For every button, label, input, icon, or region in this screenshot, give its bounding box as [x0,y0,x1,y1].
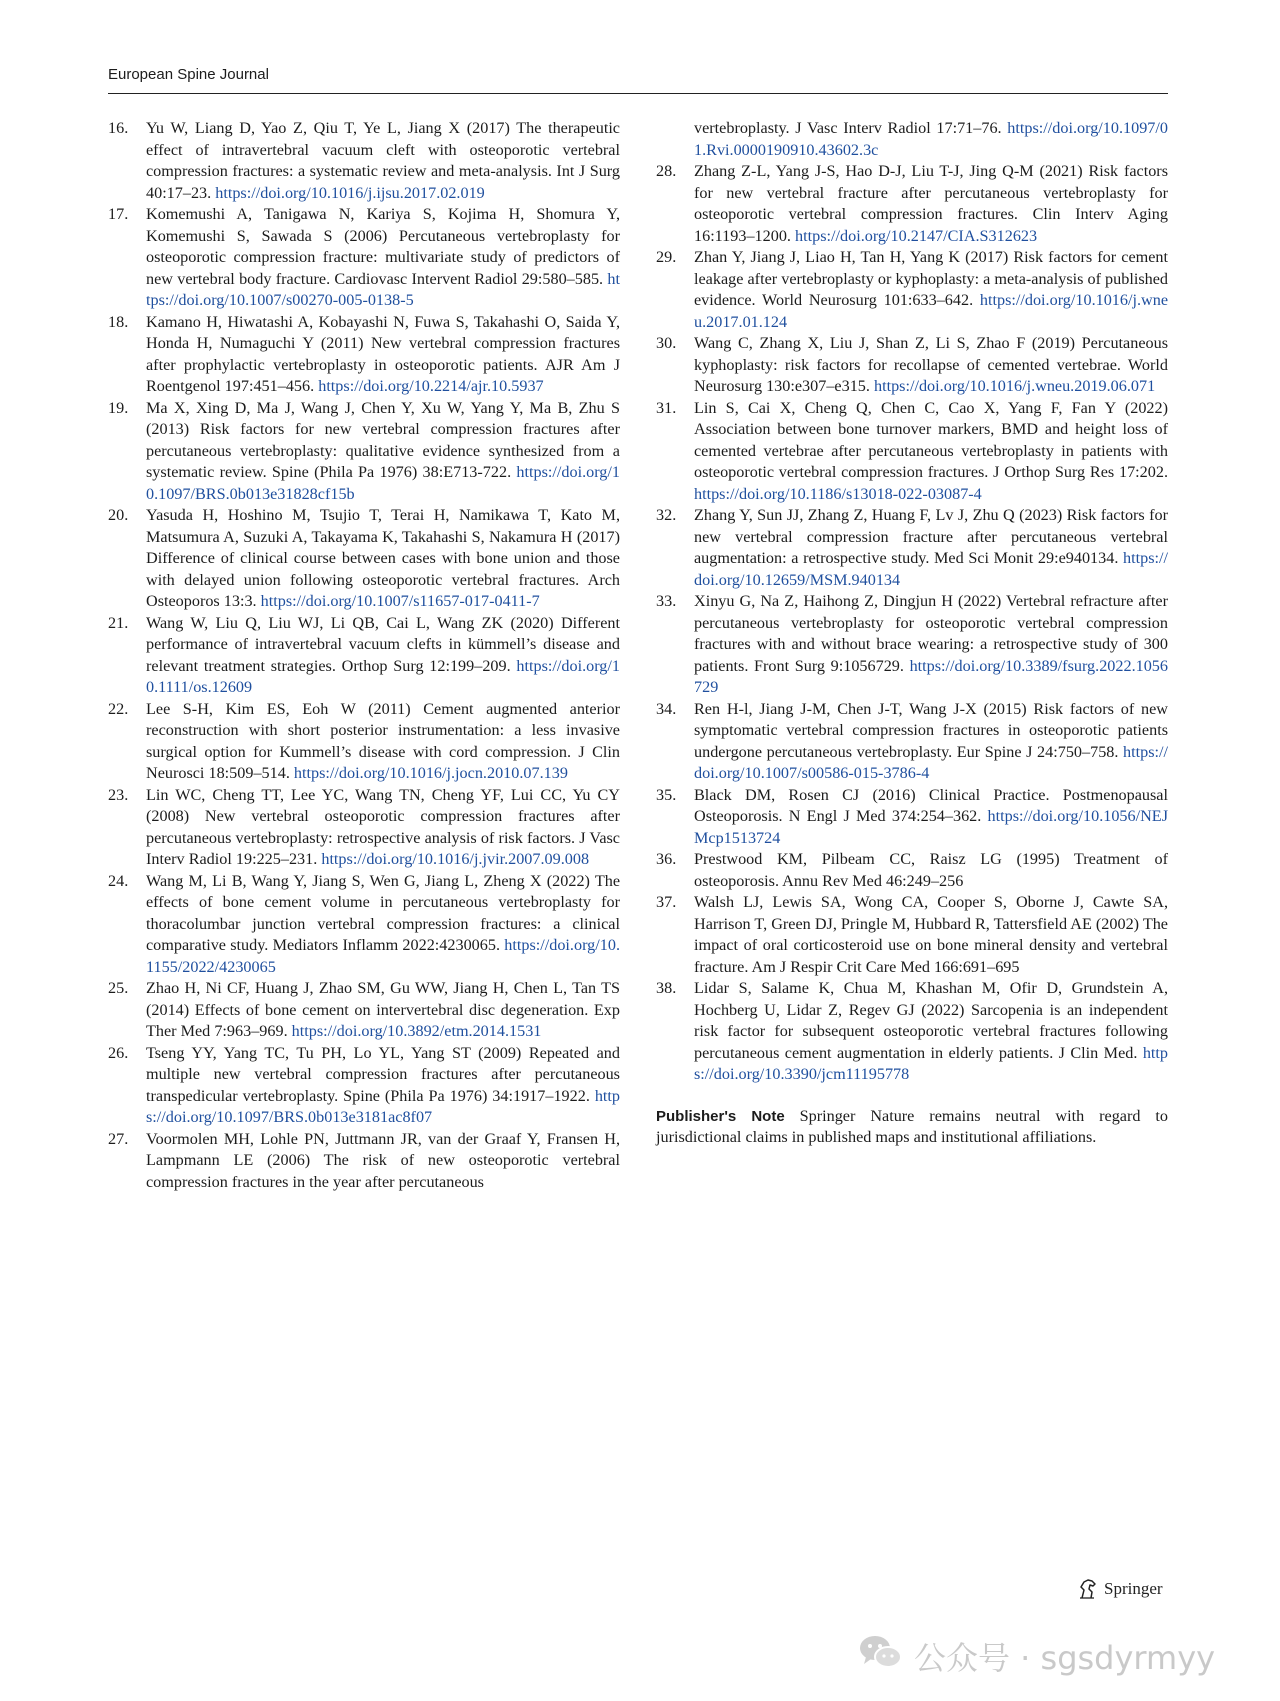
reference-doi-link[interactable]: https://doi.org/10.3892/etm.2014.1531 [291,1022,542,1040]
reference-doi-link[interactable]: https://doi.org/10.2147/CIA.S312623 [795,226,1038,245]
reference-doi-link[interactable]: https://doi.org/10.1111/os.12609 [146,656,620,696]
springer-horse-icon [1078,1578,1098,1600]
reference-text: Wang M, Li B, Wang Y, Jiang S, Wen G, Jiang L, Zheng X (2022) The effects of bone cement volume in percutaneous vertebroplasty for thoracolumbar junction vertebral compression fractures: a clinical comparative study. Mediators Inflamm 2022:4230065. [146,871,620,954]
reference-item [108,978,620,1043]
reference-text: Kamano H, Hiwatashi A, Kobayashi N, Fuwa S, Takahashi O, Saida Y, Honda H, Numaguchi Y (2011) New vertebral compression fractures after prophylactic vertebroplasty in osteoporotic patients. AJR Am J Roentgenol 197:451–456. [146,312,620,395]
reference-text: Yasuda H, Hoshino M, Tsujio T, Terai H, Namikawa T, Kato M, Matsumura A, Suzuki A, Takayama K, Takahashi S, Nakamura H (2017) Difference of clinical course between cases with bone union and those with delayed union following osteoporotic vertebral fractures. Arch Osteoporos 13:3. [146,506,620,610]
reference-item [108,204,620,312]
reference-item [108,398,620,506]
reference-item-continued [656,118,1168,161]
reference-text: Yu W, Liang D, Yao Z, Qiu T, Ye L, Jiang X (2017) The therapeutic effect of intravertebral vacuum cleft with osteoporotic vertebral compression fractures: a systematic review and meta-analysis. Int J Surg 40:17–23. [146,119,620,202]
reference-text: Zhang Y, Sun JJ, Zhang Z, Huang F, Lv J, Zhu Q (2023) Risk factors for new vertebral compression fracture after percutaneous vertebral augmentation: a retrospective study. Med Sci Monit 29:e940134. [694,506,1168,567]
reference-number: 22. [108,699,129,718]
reference-doi-link[interactable]: https://doi.org/10.3389/fsurg.2022.1056729 [694,656,1168,696]
reference-number: 19. [108,398,129,417]
reference-number: 26. [108,1043,129,1062]
reference-number: 36. [656,850,677,868]
reference-number: 20. [108,506,129,524]
reference-doi-link[interactable]: https://doi.org/10.3390/jcm11195778 [694,1043,1168,1083]
reference-item [656,699,1168,785]
reference-doi-link[interactable]: https://doi.org/10.1056/NEJMcp1513724 [694,807,1168,847]
reference-text: Ren H-l, Jiang J-M, Chen J-T, Wang J-X (2015) Risk factors of new symptomatic vertebral compression fractures in osteoporotic patients undergone percutaneous vertebroplasty. Eur Spine J 24:750–758. [694,699,1168,761]
reference-number: 34. [656,699,677,718]
reference-item [108,118,620,204]
reference-number: 18. [108,312,129,331]
reference-number: 30. [656,334,677,352]
reference-number: 35. [656,785,677,804]
reference-item [108,1129,620,1194]
reference-text: Ma X, Xing D, Ma J, Wang J, Chen Y, Xu W, Yang Y, Ma B, Zhu S (2013) Risk factors for new vertebral compression fractures after percutaneous vertebroplasty: qualitative evidence synthesized from a systematic review. Spine (Phila Pa 1976) 38:E713-722. [146,398,620,481]
reference-text: Wang C, Zhang X, Liu J, Shan Z, Li S, Zhao F (2019) Percutaneous kyphoplasty: risk factors for recollapse of cemented vertebrae. World Neurosurg 130:e307–e315. [694,334,1168,395]
reference-number: 16. [108,119,129,137]
publisher-note-label: Publisher's Note [656,1107,785,1125]
reference-item [656,892,1168,978]
reference-item [108,1043,620,1129]
reference-text: Lee S-H, Kim ES, Eoh W (2011) Cement augmented anterior reconstruction with short posterior instrumentation: a less invasive surgical option for Kummell’s disease with cord compression. J Clin Neurosci 18:509–514. [146,699,620,782]
reference-number: 24. [108,871,129,890]
reference-text: Zhang Z-L, Yang J-S, Hao D-J, Liu T-J, Jing Q-M (2021) Risk factors for new vertebral fracture after percutaneous vertebroplasty for osteoporotic vertebral compression fractures. Clin Interv Aging 16:1193–1200. [694,162,1168,245]
references-left-column [108,118,620,1193]
reference-number: 31. [656,398,677,417]
reference-item [108,613,620,699]
reference-doi-link[interactable]: https://doi.org/10.1016/j.wneu.2017.01.124 [694,291,1168,331]
reference-number: 29. [656,248,677,266]
reference-number: 32. [656,506,677,524]
reference-number: 25. [108,979,129,997]
publisher-note [656,1106,1168,1149]
reference-text: Xinyu G, Na Z, Haihong Z, Dingjun H (2022) Vertebral refracture after percutaneous vertebroplasty for osteoporotic vertebral compression fractures with and without brace wearing: a retrospective study of 300 patients. Front Surg 9:1056729. [694,592,1168,675]
reference-number: 28. [656,162,677,180]
reference-item [656,333,1168,398]
reference-item [656,161,1168,247]
reference-text: Lin S, Cai X, Cheng Q, Chen C, Cao X, Yang F, Fan Y (2022) Association between bone turnover markers, BMD and height loss of cemented vertebrae after percutaneous vertebroplasty in patients with osteoporotic vertebral compression fractures. J Orthop Surg Res 17:202. [694,398,1168,481]
springer-logo [1078,1578,1163,1600]
publisher-note-text: Springer Nature remains neutral with regard to jurisdictional claims in published maps and institutional affiliations. [656,1106,1168,1146]
reference-item [656,978,1168,1086]
reference-doi-link[interactable]: https://doi.org/10.1007/s11657-017-0411-7 [260,592,540,610]
reference-item [108,785,620,871]
reference-number: 21. [108,613,129,632]
references-right-column [656,118,1168,1149]
reference-doi-link[interactable]: https://doi.org/10.1016/j.ijsu.2017.02.019 [215,183,485,202]
reference-doi-link[interactable]: https://doi.org/10.1155/2022/4230065 [146,936,620,976]
reference-number: 37. [656,893,677,911]
reference-number: 33. [656,592,677,610]
reference-item [656,785,1168,850]
reference-text: Zhao H, Ni CF, Huang J, Zhao SM, Gu WW, Jiang H, Chen L, Tan TS (2014) Effects of bone cement on intervertebral disc degeneration. Exp Ther Med 7:963–969. [146,979,620,1040]
reference-item [656,591,1168,699]
reference-doi-link[interactable]: https://doi.org/10.1097/BRS.0b013e31828cf15b [146,463,620,503]
reference-item [108,871,620,979]
springer-logo-text: Springer [1104,1579,1163,1598]
reference-item [656,505,1168,591]
reference-item [108,312,620,398]
reference-text: Black DM, Rosen CJ (2016) Clinical Practice. Postmenopausal Osteoporosis. N Engl J Med 374:254–362. [694,785,1168,825]
reference-text: Wang W, Liu Q, Liu WJ, Li QB, Cai L, Wang ZK (2020) Different performance of intravertebral vacuum clefts in kümmell’s disease and relevant treatment strategies. Orthop Surg 12:199–209. [146,613,620,675]
reference-text: Komemushi A, Tanigawa N, Kariya S, Kojima H, Shomura Y, Komemushi S, Sawada S (2006) Percutaneous vertebroplasty for osteoporotic compression fracture: multivariate study of predictors of new vertebral body fracture. Cardiovasc Intervent Radiol 29:580–585. [146,205,620,288]
reference-doi-link[interactable]: https://doi.org/10.1097/01.Rvi.0000190910.43602.3c [694,119,1168,159]
watermark-text: 公众号 · sgsdyrmyy [914,1639,1216,1677]
reference-text: Tseng YY, Yang TC, Tu PH, Lo YL, Yang ST (2009) Repeated and multiple new vertebral compression fractures after percutaneous transpedicular vertebroplasty. Spine (Phila Pa 1976) 34:1917–1922. [146,1043,620,1105]
reference-doi-link[interactable]: https://doi.org/10.2214/ajr.10.5937 [318,377,544,395]
reference-number: 27. [108,1129,129,1148]
reference-text: Walsh LJ, Lewis SA, Wong CA, Cooper S, Oborne J, Cawte SA, Harrison T, Green DJ, Pringle M, Hubbard R, Tattersfield AE (2002) The impact of oral corticosteroid use on bone mineral density and vertebral fracture. Am J Respir Crit Care Med 166:691–695 [694,893,1168,976]
reference-text: Prestwood KM, Pilbeam CC, Raisz LG (1995) Treatment of osteoporosis. Annu Rev Med 46:249–256 [694,850,1168,890]
reference-text: Lin WC, Cheng TT, Lee YC, Wang TN, Cheng YF, Lui CC, Yu CY (2008) New vertebral osteoporotic compression fractures after percutaneous vertebroplasty: retrospective analysis of risk factors. J Vasc Interv Radiol 19:225–231. [146,785,620,868]
journal-title: European Spine Journal [108,66,269,83]
reference-doi-link[interactable]: https://doi.org/10.1186/s13018-022-03087-4 [694,484,982,503]
reference-doi-link[interactable]: https://doi.org/10.1097/BRS.0b013e3181ac8f07 [146,1086,620,1126]
reference-number: 23. [108,785,129,804]
reference-number: 38. [656,979,677,997]
reference-text: Voormolen MH, Lohle PN, Juttmann JR, van der Graaf Y, Fransen H, Lampmann LE (2006) The risk of new osteoporotic vertebral compression fractures in the year after percutaneous [146,1129,620,1191]
reference-doi-link[interactable]: https://doi.org/10.1016/j.jvir.2007.09.008 [321,850,590,868]
reference-item [656,849,1168,892]
reference-doi-link[interactable]: https://doi.org/10.1016/j.wneu.2019.06.071 [873,377,1156,395]
header-divider [108,93,1168,94]
reference-item [656,398,1168,506]
reference-doi-link[interactable]: https://doi.org/10.1016/j.jocn.2010.07.139 [293,764,568,782]
reference-item [108,505,620,613]
reference-item [108,699,620,785]
reference-doi-link[interactable]: https://doi.org/10.12659/MSM.940134 [694,549,1168,589]
wechat-icon [858,1632,904,1680]
reference-text: Zhan Y, Jiang J, Liao H, Tan H, Yang K (2017) Risk factors for cement leakage after vertebroplasty or kyphoplasty: a meta-analysis of published evidence. World Neurosurg 101:633–642. [694,248,1168,309]
watermark [858,1632,1215,1680]
reference-doi-link[interactable]: https://doi.org/10.1007/s00270-005-0138-5 [146,269,620,309]
reference-doi-link[interactable]: https://doi.org/10.1007/s00586-015-3786-4 [694,742,1168,782]
reference-text: vertebroplasty. J Vasc Interv Radiol 17:71–76. [694,119,1008,137]
reference-text: Lidar S, Salame K, Chua M, Khashan M, Ofir D, Grundstein A, Hochberg U, Lidar Z, Regev GJ (2022) Sarcopenia is an independent risk factor for subsequent osteoporotic vertebral fractures following percutaneous cement augmentation in elderly patients. J Clin Med. [694,979,1168,1062]
reference-item [656,247,1168,333]
reference-number: 17. [108,205,129,223]
